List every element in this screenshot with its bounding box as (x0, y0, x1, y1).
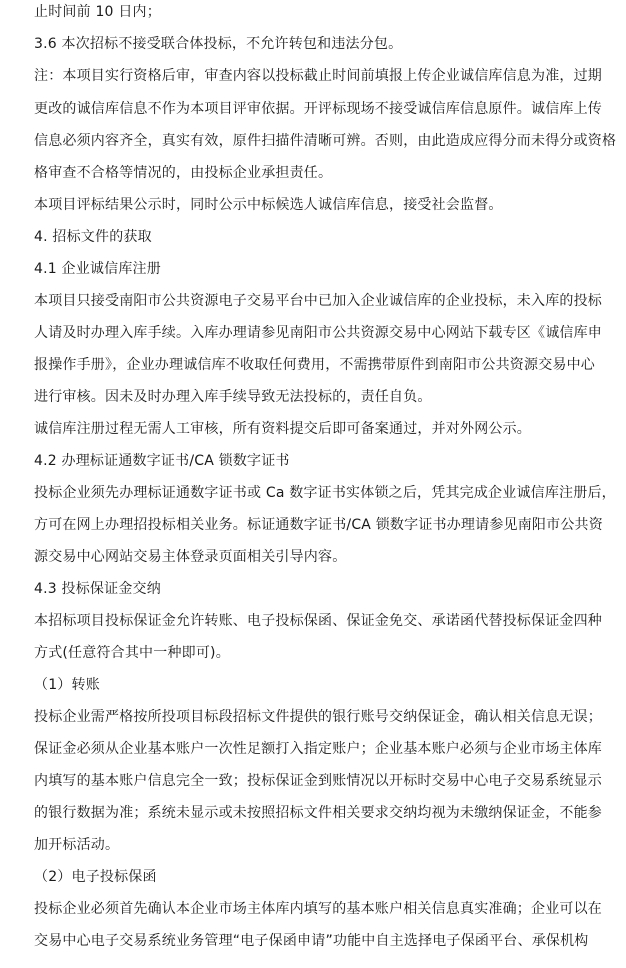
doc-line: 本项目只接受南阳市公共资源电子交易平台中已加入企业诚信库的企业投标，未入库的投标 (34, 293, 602, 309)
doc-line: 本招标项目投标保证金允许转账、电子投标保函、保证金免交、承诺函代替投标保证金四种 (34, 613, 602, 629)
doc-line: 加开标活动。 (34, 837, 120, 853)
list-heading: （1）转账 (34, 677, 100, 693)
doc-line: 报操作手册》，企业办理诚信库不收取任何费用，不需携带原件到南阳市公共资源交易中心 (34, 357, 595, 373)
doc-line: 内填写的基本账户信息完全一致；投标保证金到账情况以开标时交易中心电子交易系统显示 (34, 773, 602, 789)
doc-line: 注：本项目实行资格后审，审查内容以投标截止时间前填报上传企业诚信库信息为准，过期 (34, 68, 602, 84)
doc-line: 方式(任意符合其中一种即可)。 (34, 645, 230, 661)
list-heading: （2）电子投标保函 (34, 869, 157, 885)
subsection-heading: 4.3 投标保证金交纳 (34, 581, 161, 597)
doc-line: 本项目评标结果公示时，同时公示中标候选人诚信库信息，接受社会监督。 (34, 197, 503, 213)
doc-line: 更改的诚信库信息不作为本项目评审依据。开评标现场不接受诚信库信息原件。诚信库上传 (34, 101, 602, 117)
doc-line: 进行审核。因未及时办理入库手续导致无法投标的，责任自负。 (34, 389, 432, 405)
doc-line: 交易中心电子交易系统业务管理“电子保函申请”功能中自主选择电子保函平台、承保机构 (34, 933, 589, 949)
section-heading: 4. 招标文件的获取 (34, 229, 152, 245)
subsection-heading: 4.2 办理标证通数字证书/CA 锁数字证书 (34, 453, 290, 469)
doc-line: 格审查不合格等情况的，由投标企业承担责任。 (34, 165, 333, 181)
doc-line: 方可在网上办理招投标相关业务。标证通数字证书/CA 锁数字证书办理请参见南阳市公共资 (34, 517, 603, 533)
doc-line: 源交易中心网站交易主体登录页面相关引导内容。 (34, 549, 347, 565)
doc-line: 投标企业须先办理标证通数字证书或 Ca 数字证书实体锁之后，凭其完成企业诚信库注册后， (34, 485, 616, 501)
doc-line: 投标企业需严格按所投项目标段招标文件提供的银行账号交纳保证金，确认相关信息无误； (34, 709, 602, 725)
doc-line: 3.6 本次招标不接受联合体投标，不允许转包和违法分包。 (34, 36, 403, 52)
doc-line: 信息必须内容齐全，真实有效，原件扫描件清晰可辨。否则，由此造成应得分而未得分或资格 (34, 133, 617, 149)
doc-line: 止时间前 10 日内； (34, 4, 161, 20)
doc-line: 保证金必须从企业基本账户一次性足额打入指定账户；企业基本账户必须与企业市场主体库 (34, 741, 602, 757)
doc-line: 诚信库注册过程无需人工审核，所有资料提交后即可备案通过，并对外网公示。 (34, 421, 531, 437)
subsection-heading: 4.1 企业诚信库注册 (34, 261, 161, 277)
doc-line: 的银行数据为准；系统未显示或未按照招标文件相关要求交纳均视为未缴纳保证金，不能参 (34, 805, 602, 821)
doc-line: 人请及时办理入库手续。入库办理请参见南阳市公共资源交易中心网站下载专区《诚信库申 (34, 325, 602, 341)
doc-line: 投标企业必须首先确认本企业市场主体库内填写的基本账户相关信息真实准确；企业可以在 (34, 901, 602, 917)
